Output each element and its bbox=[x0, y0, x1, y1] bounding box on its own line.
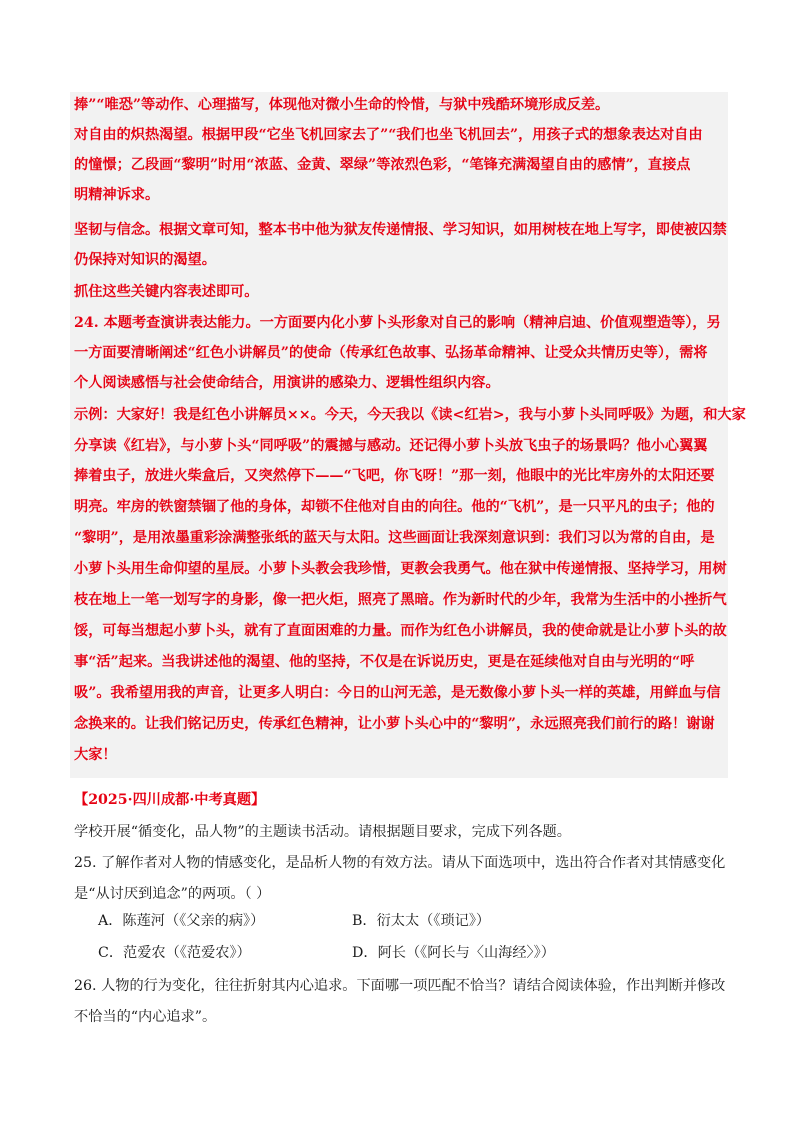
answer-line: 枝在地上一笔一划写字的身影，像一把火炬，照亮了黑暗。作为新时代的少年，我常为生活中的小挫折气 bbox=[74, 592, 727, 608]
answer-line: 念换来的。让我们铭记历史，传承红色精神，让小萝卜头心中的“黎明”，永远照亮我们前行的路！谢谢 bbox=[74, 716, 715, 732]
q25-option-d: D．阿长（《阿长与〈山海经〉》） bbox=[352, 945, 555, 961]
answer-line: 事“活”起来。当我讲述他的渴望、他的坚持，不仅是在诉说历史，更是在延续他对自由与光明的“呼 bbox=[74, 654, 695, 670]
answer-line: “黎明”，是用浓墨重彩涂满整张纸的蓝天与太阳。这些画面让我深刻意识到：我们习以为常的自由，是 bbox=[74, 530, 715, 546]
q25-option-b: B．衍太太（《琐记》） bbox=[352, 913, 491, 929]
answer-line: 捧着虫子，放进火柴盒后，又突然停下——“飞吧，你飞呀！”那一刻，他眼中的光比牢房外的太阳还要 bbox=[74, 468, 715, 484]
q26-stem-line: 不恰当的“内心追求”。 bbox=[74, 1009, 217, 1025]
q25-option-a: A．陈莲河（《父亲的病》） bbox=[98, 913, 265, 929]
answer-line: 个人阅读感悟与社会使命结合，用演讲的感染力、逻辑性组织内容。 bbox=[74, 375, 500, 391]
answer-line: 吸”。我希望用我的声音，让更多人明白：今日的山河无恙，是无数像小萝卜头一样的英雄，用鲜血与信 bbox=[74, 685, 721, 701]
answer-line: 抓住这些关键内容表述即可。 bbox=[74, 284, 259, 300]
q25-stem-line: 25. 了解作者对人物的情感变化，是品析人物的有效方法。请从下面选项中，选出符合作者对其情感变化 bbox=[74, 855, 726, 871]
answer-line: 捧”“唯恐”等动作、心理描写，体现他对微小生命的怜惜，与狱中残酷环境形成反差。 bbox=[74, 97, 610, 113]
answer-line: 仍保持对知识的渴望。 bbox=[74, 252, 216, 268]
answer-line: 馁，可每当想起小萝卜头，就有了直面困难的力量。而作为红色小讲解员，我的使命就是让小萝卜头的故 bbox=[74, 623, 727, 639]
answer-line: 分享读《红岩》，与小萝卜头“同呼吸”的震撼与感动。还记得小萝卜头放飞虫子的场景吗？他小心翼翼 bbox=[74, 438, 708, 454]
source-tag: 【2025·四川成都·中考真题】 bbox=[74, 792, 266, 808]
answer-line: 的憧憬；乙段画“黎明”时用“浓蓝、金黄、翠绿”等浓烈色彩，“笔锋充满渴望自由的感情”，直接点 bbox=[74, 157, 691, 173]
answer-line: 小萝卜头用生命仰望的星辰。小萝卜头教会我珍惜，更教会我勇气。他在狱中传递情报、坚持学习，用树 bbox=[74, 561, 727, 577]
answer-line: 明亮。牢房的铁窗禁锢了他的身体，却锁不住他对自由的向往。他的“飞机”，是一只平凡的虫子；他的 bbox=[74, 499, 715, 515]
answer-line: 大家！ bbox=[74, 747, 117, 763]
answer-line: 坚韧与信念。根据文章可知，整本书中他为狱友传递情报、学习知识，如用树枝在地上写字，即使被囚禁 bbox=[74, 222, 727, 238]
q25-option-c: C．范爱农（《范爱农》） bbox=[98, 945, 251, 961]
answer-line: 24. 本题考查演讲表达能力。一方面要内化小萝卜头形象对自己的影响（精神启迪、价值观塑造等），另 bbox=[74, 315, 721, 331]
answer-line: 对自由的炽热渴望。根据甲段“它坐飞机回家去了”“我们也坐飞机回去”，用孩子式的想象表达对自由 bbox=[74, 127, 703, 143]
activity-intro: 学校开展“循变化，品人物”的主题读书活动。请根据题目要求，完成下列各题。 bbox=[74, 824, 571, 840]
q25-stem-line: 是“从讨厌到追念”的两项。（ ） bbox=[74, 886, 271, 902]
answer-line: 一方面要清晰阐述“红色小讲解员”的使命（传承红色故事、弘扬革命精神、让受众共情历史等），需将 bbox=[74, 345, 708, 361]
answer-line: 示例：大家好！我是红色小讲解员××。今天，今天我以《读<红岩>，我与小萝卜头同呼吸》为题，和大家 bbox=[74, 407, 746, 423]
answer-line: 明精神诉求。 bbox=[74, 187, 160, 203]
q26-stem-line: 26. 人物的行为变化，往往折射其内心追求。下面哪一项匹配不恰当？请结合阅读体验，作出判断并修改 bbox=[74, 978, 726, 994]
